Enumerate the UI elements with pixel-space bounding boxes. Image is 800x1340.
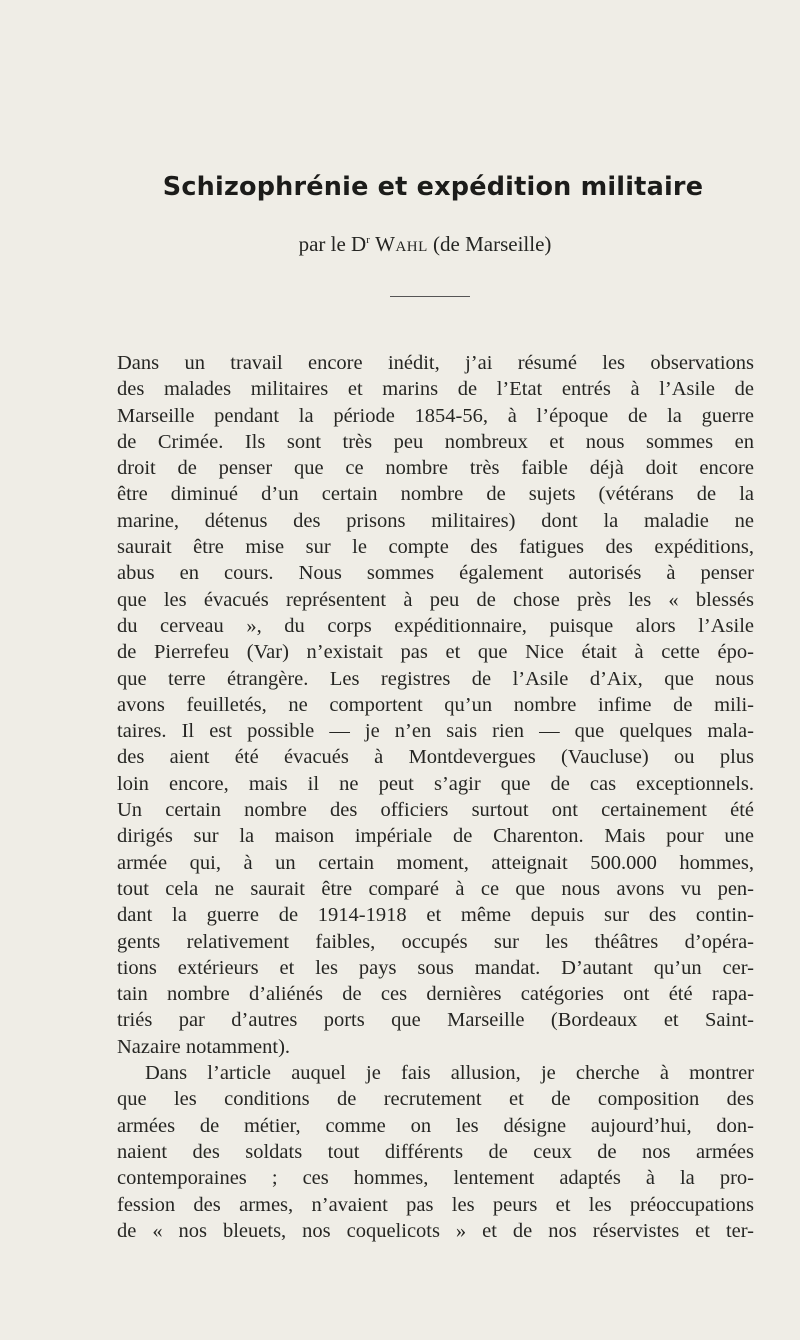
body-line: de Pierrefeu (Var) n’existait pas et que Nice était à cette épo- xyxy=(117,641,754,664)
article-byline xyxy=(0,232,800,257)
body-line: Marseille pendant la période 1854-56, à l’époque de la guerre xyxy=(117,404,754,427)
body-line: droit de penser que ce nombre très faible déjà doit encore xyxy=(117,457,754,480)
body-line: des malades militaires et marins de l’Etat entrés à l’Asile de xyxy=(117,378,754,401)
body-line: fession des armes, n’avaient pas les peurs et les préoccupations xyxy=(117,1193,754,1216)
body-line: saurait être mise sur le compte des fatigues des expéditions, xyxy=(117,536,754,559)
body-line: que terre étrangère. Les registres de l’Asile d’Aix, que nous xyxy=(117,667,754,690)
body-line: triés par d’autres ports que Marseille (Bordeaux et Saint- xyxy=(117,1009,754,1032)
body-line: que les évacués représentent à peu de chose près les « blessés xyxy=(117,588,754,611)
body-line: tout cela ne saurait être comparé à ce que nous avons vu pen- xyxy=(117,877,754,900)
body-line: Un certain nombre des officiers surtout ont certainement été xyxy=(117,799,754,822)
body-line: être diminué d’un certain nombre de sujets (vétérans de la xyxy=(117,483,754,506)
body-line: de Crimée. Ils sont très peu nombreux et nous sommes en xyxy=(117,430,754,453)
body-line: Nazaire notamment). xyxy=(117,1035,291,1058)
body-line: dant la guerre de 1914-1918 et même depuis sur des contin- xyxy=(117,904,754,927)
author-name: Wahl xyxy=(375,232,428,256)
body-line: Dans un travail encore inédit, j’ai résumé les observations xyxy=(117,352,754,374)
body-line: que les conditions de recrutement et de composition des xyxy=(117,1088,754,1111)
body-line: avons feuilletés, ne comportent qu’un nombre infime de mili- xyxy=(117,693,754,716)
body-line: tions extérieurs et les pays sous mandat. D’autant qu’un cer- xyxy=(117,956,754,979)
body-line: tain nombre d’aliénés de ces dernières catégories ont été rapa- xyxy=(117,983,754,1006)
body-line: abus en cours. Nous sommes également autorisés à penser xyxy=(117,562,754,585)
body-line: Dans l’article auquel je fais allusion, je cherche à montrer xyxy=(145,1062,754,1085)
body-line: de « nos bleuets, nos coquelicots » et de nos réservistes et ter- xyxy=(117,1219,754,1242)
body-line: contemporaines ; ces hommes, lentement adaptés à la pro- xyxy=(117,1167,754,1190)
article-title: Schizophrénie et expédition militaire xyxy=(162,172,704,202)
body-line: taires. Il est possible — je n’en sais rien — que quelques mala- xyxy=(117,720,754,743)
body-line: du cerveau », du corps expéditionnaire, puisque alors l’Asile xyxy=(117,614,754,637)
body-line: armée qui, à un certain moment, atteignait 500.000 hommes, xyxy=(117,851,754,874)
byline-superscript: r xyxy=(366,234,370,246)
title-divider xyxy=(390,296,470,297)
body-line: dirigés sur la maison impériale de Charenton. Mais pour une xyxy=(117,825,754,848)
body-line: des aient été évacués à Montdevergues (Vaucluse) ou plus xyxy=(117,746,754,769)
byline-prefix: par le D xyxy=(298,232,367,256)
body-line: loin encore, mais il ne peut s’agir que de cas exceptionnels. xyxy=(117,772,754,795)
byline-suffix: (de Marseille) xyxy=(427,232,552,256)
body-line: marine, détenus des prisons militaires) dont la maladie ne xyxy=(117,509,754,532)
body-line: gents relativement faibles, occupés sur les théâtres d’opéra- xyxy=(117,930,754,953)
body-line: armées de métier, comme on les désigne aujourd’hui, don- xyxy=(117,1114,754,1137)
article-body xyxy=(117,350,754,1244)
body-line: naient des soldats tout différents de ceux de nos armées xyxy=(117,1140,754,1163)
